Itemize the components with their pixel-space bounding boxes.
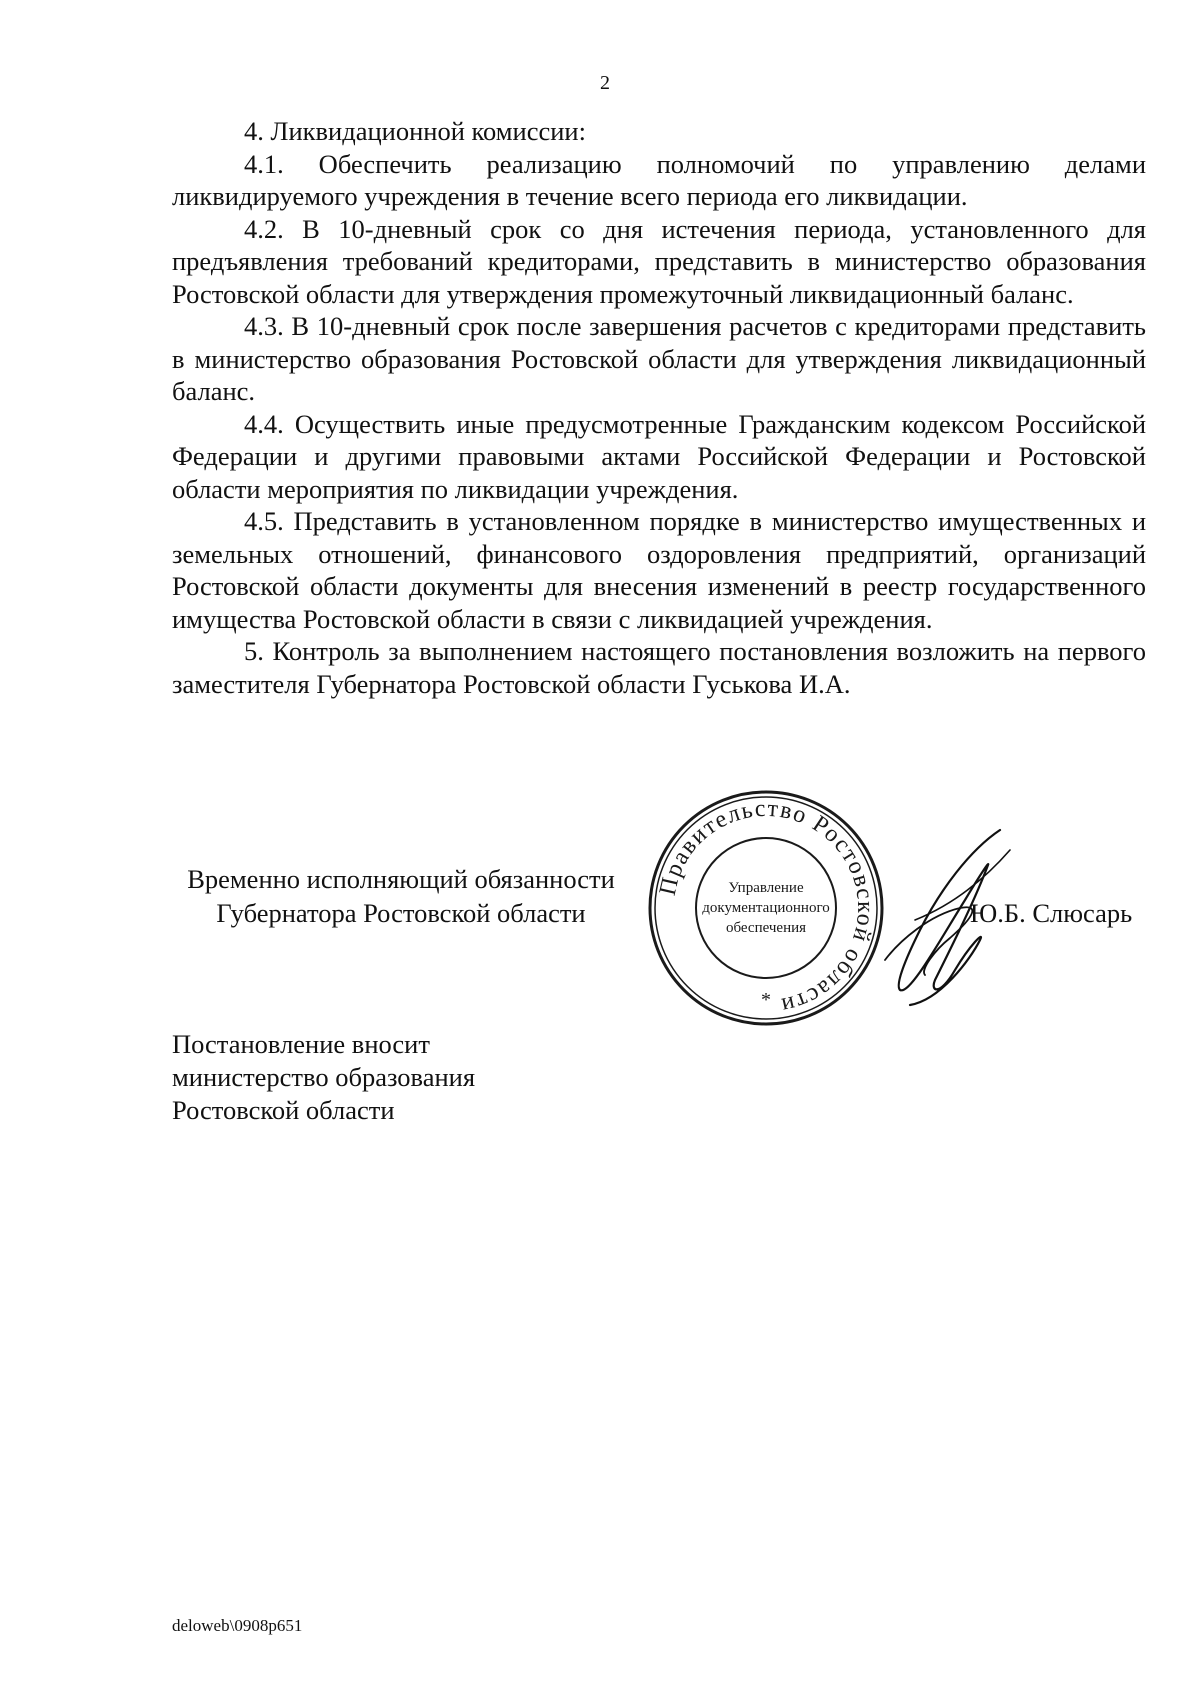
seal-ring-text: Правительство Ростовской области bbox=[654, 795, 879, 1019]
page-number: 2 bbox=[600, 72, 610, 94]
paragraph-4-3: 4.3. В 10-дневный срок после завершения расчетов с кредиторами представить в министерство образования Ростовской области для утверждения ликвидационный баланс. bbox=[172, 311, 1146, 406]
signatory-name: Ю.Б. Слюсарь bbox=[970, 898, 1133, 928]
seal-center-line-3: обеспечения bbox=[725, 920, 807, 936]
submitted-by-line-1: Постановление вносит bbox=[172, 1029, 430, 1059]
paragraph-5: 5. Контроль за выполнением настоящего постановления возложить на первого заместителя Губернатора Ростовской области Гуськова И.А. bbox=[172, 636, 1146, 699]
official-seal-stamp bbox=[646, 788, 886, 1028]
paragraph-4-4: 4.4. Осуществить иные предусмотренные Гражданским кодексом Российской Федерации и другими правовыми актами Российской Федерации и Ростовской области мероприятия по ликвидации учреждения. bbox=[172, 408, 1146, 504]
submitted-by-line-2: министерство образования bbox=[172, 1062, 476, 1092]
paragraph-4: 4. Ликвидационной комиссии: bbox=[244, 116, 586, 146]
signatory-title bbox=[172, 862, 630, 930]
signatory-title-line-2: Губернатора Ростовской области bbox=[216, 898, 586, 928]
document-code: deloweb\0908p651 bbox=[172, 1616, 303, 1635]
paragraph-4-1: 4.1. Обеспечить реализацию полномочий по управлению делами ликвидируемого учреждения в течение всего периода его ликвидации. bbox=[172, 148, 1146, 211]
submitted-by-line-3: Ростовской области bbox=[172, 1095, 395, 1125]
paragraph-4-5: 4.5. Представить в установленном порядке в министерство имущественных и земельных отношений, финансового оздоровления предприятий, организаций Ростовской области документы для внесения изменений в реестр государственного имущества Ростовской области в связи с ликвидацией учреждения. bbox=[172, 506, 1146, 634]
submitted-by-block bbox=[172, 1028, 475, 1127]
signatory-title-line-1: Временно исполняющий обязанности bbox=[187, 864, 615, 894]
document-body bbox=[172, 115, 1146, 700]
seal-center-line-2: документационного bbox=[702, 900, 830, 916]
seal-star: * bbox=[761, 989, 771, 1011]
paragraph-4-2: 4.2. В 10-дневный срок со дня истечения периода, установленного для предъявления требований кредиторами, представить в министерство образования Ростовской области для утверждения промежуточный ликвидационный баланс. bbox=[172, 213, 1146, 309]
seal-center-line-1: Управление bbox=[728, 880, 804, 896]
